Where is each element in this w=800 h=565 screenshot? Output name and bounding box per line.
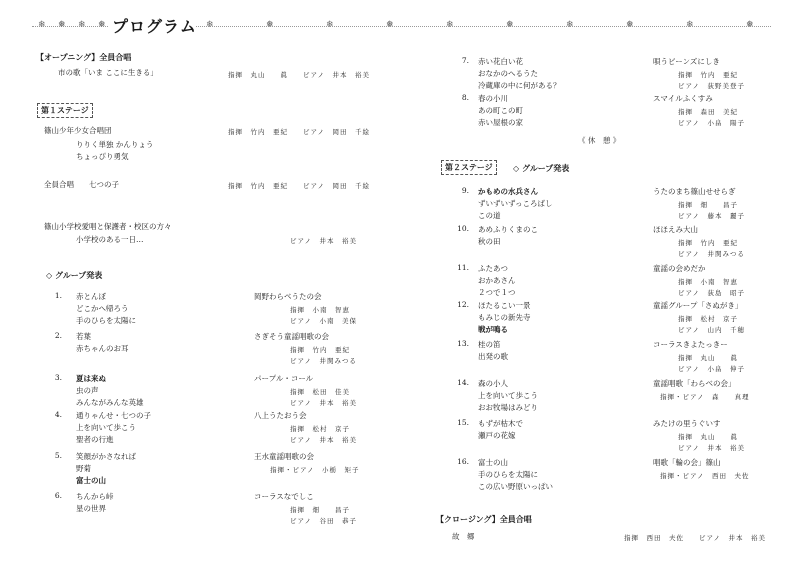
item-number: 16. (457, 457, 469, 466)
item-group: うたのまち篠山せせらぎ (653, 187, 736, 196)
item-credit: ピアノ 谷田 恭子 (290, 517, 357, 525)
item-group: 童謡の会めだか (653, 264, 706, 273)
snowflake-icon: ❅ (98, 20, 106, 30)
ornament-left (32, 20, 108, 30)
item-credit: 指揮 丸山 眞 (678, 433, 738, 441)
item-song: 赤い屋根の家 (478, 118, 523, 127)
snowflake-icon: ❄ (446, 20, 454, 30)
item-song: ふたあつ (478, 264, 508, 273)
item-song: 赤ちゃんのお耳 (76, 344, 129, 353)
item-number: 14. (457, 378, 469, 387)
item-song: 夏は来ぬ (76, 374, 106, 383)
snowflake-icon: ❅ (386, 20, 394, 30)
item-song: どこかへ帰ろう (76, 304, 129, 313)
item-group: 八上うたおう会 (254, 411, 307, 420)
item-song: 冷蔵庫の中に何がある？ (478, 81, 561, 90)
item-song: 出発の歌 (478, 352, 508, 361)
item-song: この広い野原いっぱい (478, 482, 553, 491)
item-credit: ピアノ 井本 裕美 (290, 399, 357, 407)
item-song: ちんから峠 (76, 492, 114, 501)
group-a-credit: 指揮 竹内 亜紀 ピアノ 岡田 千絵 (228, 128, 370, 136)
item-credit: 指揮 小南 智恵 (290, 306, 350, 314)
item-song: おなかのへるうた (478, 69, 538, 78)
item-number: 8. (461, 93, 469, 102)
item-song: 野菊 (76, 464, 91, 473)
item-song: 若葉 (76, 332, 91, 341)
item-number: 11. (457, 263, 469, 272)
item-song: 桂の笛 (478, 340, 501, 349)
item-song: この道 (478, 211, 501, 220)
item-credit: 指揮 畑 昌子 (290, 506, 350, 514)
item-group: パープル・コール (254, 374, 314, 383)
group-b-name: 篠山小学校愛唱と保護者・校区の方々 (44, 222, 172, 231)
opening-song: 市の歌「いま ここに生きる」 (58, 68, 158, 77)
group-a-name: 篠山少年少女合唱団 (44, 126, 112, 135)
group-a-song: りりく単独 かんりょう (76, 140, 154, 149)
group-perf-header: ◇ グループ発表 (513, 163, 570, 173)
item-number: 5. (54, 451, 62, 460)
item-song: みんながみんな英雄 (76, 398, 144, 407)
intermission-label: 《 休 憩 》 (578, 136, 621, 145)
item-song: 通りゃんせ・七つの子 (76, 411, 151, 420)
snowflake-icon: ❅ (626, 20, 634, 30)
item-number: 13. (457, 339, 469, 348)
item-song: 赤とんぼ (76, 292, 106, 301)
item-group: コーラスなでしこ (254, 492, 314, 501)
item-song: 上を向いて歩こう (76, 423, 136, 432)
item-song: 森の小人 (478, 379, 508, 388)
closing-song: 故 郷 (452, 532, 475, 541)
item-credit: 指揮・ピアノ 小栃 矩子 (270, 466, 360, 474)
item-song: ２つで１つ (478, 288, 516, 297)
item-credit: 指揮・ピアノ 西田 夫佐 (660, 472, 750, 480)
item-group: スマイルふくすみ (653, 94, 713, 103)
item-number: 12. (457, 300, 469, 309)
item-group: さぎそう童謡唱歌の会 (254, 332, 329, 341)
item-group: 童謡グループ「さぬがき」 (653, 301, 743, 310)
item-credit: ピアノ 井本 裕美 (290, 436, 357, 444)
item-song: 瀬戸の花嫁 (478, 431, 516, 440)
snowflake-icon: ❄ (566, 20, 574, 30)
chorus-credit: 指揮 竹内 亜紀 ピアノ 岡田 千絵 (228, 182, 370, 190)
item-credit: 指揮 畑 昌子 (678, 201, 738, 209)
item-song: 富士の山 (478, 458, 508, 467)
snowflake-icon: ❅ (746, 20, 754, 30)
item-song: 虫の声 (76, 386, 99, 395)
item-song: ずいずいずっころばし (478, 199, 553, 208)
chorus-label: 全員合唱 七つの子 (44, 180, 119, 189)
item-group: コーラスきよたっきー (653, 340, 728, 349)
item-song: 春の小川 (478, 94, 508, 103)
snowflake-icon: ❄ (78, 20, 86, 30)
stage1-label: 第１ステージ (37, 103, 93, 118)
snowflake-icon: ❄ (206, 20, 214, 30)
item-group: 唄うビーンズにしき (653, 57, 720, 66)
item-credit: 指揮 竹内 亜紀 (290, 346, 350, 354)
item-song: ほたるこい一景 (478, 301, 531, 310)
item-song: 赤い花白い花 (478, 57, 523, 66)
item-song: あめふりくまのこ (478, 225, 538, 234)
item-song: 戦が鳴る (478, 325, 508, 334)
item-credit: ピアノ 井関みつる (290, 357, 357, 365)
item-credit: 指揮 松田 佳美 (290, 388, 350, 396)
item-group: 唱歌「輪の会」篠山 (653, 458, 721, 467)
item-credit: ピアノ 井関みつる (678, 250, 745, 258)
item-number: 9. (461, 186, 469, 195)
ornament-right (196, 20, 771, 30)
opening-credit: 指揮 丸山 眞 ピアノ 井本 裕美 (228, 71, 370, 79)
closing-header: 【クロージング】全員合唱 (436, 514, 532, 524)
snowflake-icon: ❅ (58, 20, 66, 30)
item-song: おかあさん (478, 276, 516, 285)
item-group: 王水童謡唱歌の会 (254, 452, 314, 461)
item-number: 10. (457, 224, 469, 233)
item-number: 2. (54, 331, 62, 340)
item-song: 笑顔がかさなれば (76, 452, 136, 461)
item-credit: 指揮 竹内 亜紀 (678, 239, 738, 247)
item-group: 童謡唱歌「わらべの会」 (653, 379, 736, 388)
opening-header: 【オープニング】全員合唱 (36, 52, 132, 62)
item-credit: ピアノ 小南 美保 (290, 317, 357, 325)
snowflake-icon: ❄ (686, 20, 694, 30)
item-song: 聖者の行進 (76, 435, 114, 444)
item-song: おお牧場はみどり (478, 403, 538, 412)
item-credit: ピアノ 山内 千穂 (678, 326, 745, 334)
item-number: 15. (457, 418, 469, 427)
item-credit: 指揮 竹内 亜紀 (678, 71, 738, 79)
item-song: 手のひらを太陽に (76, 316, 136, 325)
item-credit: 指揮 森田 美紀 (678, 108, 738, 116)
item-song: 富士の山 (76, 476, 106, 485)
item-song: かもめの水兵さん (478, 187, 538, 196)
stage2-label: 第２ステージ (441, 160, 497, 175)
item-credit: 指揮 小南 智恵 (678, 278, 738, 286)
item-group: ほほえみ大山 (653, 225, 698, 234)
snowflake-icon: ❄ (326, 20, 334, 30)
item-credit: 指揮・ピアノ 森 真理 (660, 393, 750, 401)
item-credit: ピアノ 小畠 伸子 (678, 365, 745, 373)
item-credit: 指揮 丸山 眞 (678, 354, 738, 362)
group-b-credit: ピアノ 井本 裕美 (290, 237, 357, 245)
item-song: 秋の田 (478, 237, 501, 246)
snowflake-icon: ❄ (38, 20, 46, 30)
item-credit: ピアノ 小畠 陽子 (678, 119, 745, 127)
group-a-song: ちょっぴり勇気 (76, 152, 129, 161)
item-song: 上を向いて歩こう (478, 391, 538, 400)
item-song: あの町この町 (478, 106, 523, 115)
item-song: 星の世界 (76, 504, 106, 513)
item-number: 1. (54, 291, 62, 300)
item-song: 手のひらを太陽に (478, 470, 538, 479)
snowflake-icon: ❅ (266, 20, 274, 30)
item-number: 6. (54, 491, 62, 500)
page-title: プログラム (112, 17, 197, 36)
item-group: みたけの里うぐいす (653, 419, 721, 428)
snowflake-icon: ❅ (506, 20, 514, 30)
item-credit: ピアノ 荻島 昭子 (678, 289, 745, 297)
item-number: 7. (461, 56, 469, 65)
item-credit: 指揮 松村 京子 (290, 425, 350, 433)
item-number: 3. (54, 373, 62, 382)
group-b-song: 小学校のある一日… (76, 235, 144, 244)
group-perf-header: ◇ グループ発表 (46, 270, 103, 280)
closing-credit: 指揮 西田 夫佐 ピアノ 井本 裕美 (624, 534, 766, 542)
item-credit: ピアノ 荻野美登子 (678, 82, 745, 90)
item-song: もみじの新先寺 (478, 313, 531, 322)
item-number: 4. (54, 410, 62, 419)
item-credit: 指揮 松村 京子 (678, 315, 738, 323)
item-credit: ピアノ 井本 裕美 (678, 444, 745, 452)
item-song: もずが枯木で (478, 419, 523, 428)
item-group: 岡野わらべうたの会 (254, 292, 322, 301)
item-credit: ピアノ 藤本 麗子 (678, 212, 745, 220)
